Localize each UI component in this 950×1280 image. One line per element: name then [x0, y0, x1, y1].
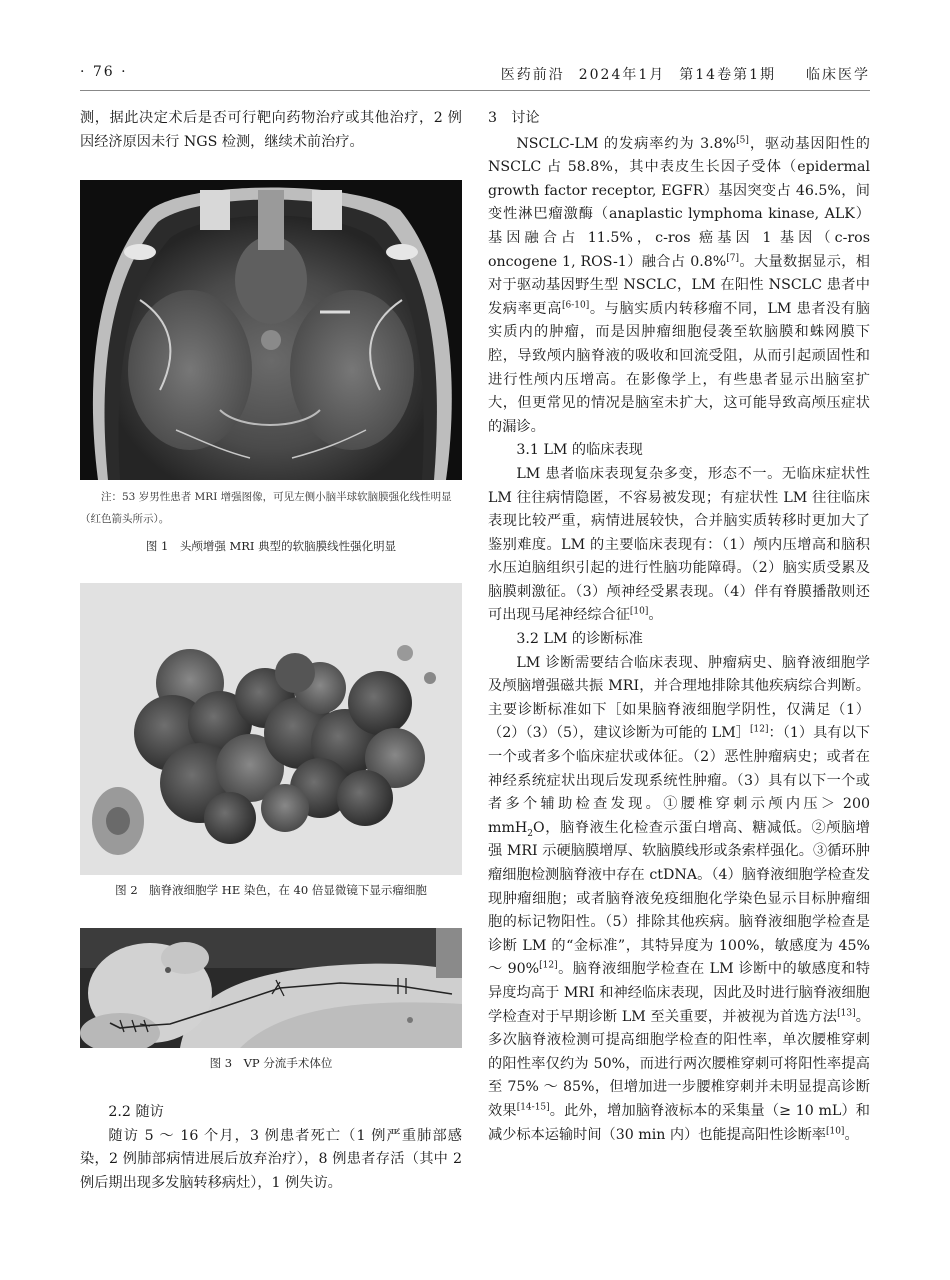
citation: [14-15] [516, 1102, 550, 1113]
figure-1-mri-image [80, 180, 462, 480]
citation: [10] [825, 1125, 845, 1136]
section-3-2-text: LM 诊断需要结合临床表现、肿瘤病史、脑脊液细胞学及颅脑增强磁共振 MRI，并合理地排除其他疾病综合判断。主要诊断标准如下［如果脑脊液细胞学阴性，仅满足（1）（2）（3）（5），建议诊断为可能的 LM］[12]：（1）具有以下一个或者多个临床症状或体征。（2）恶性肿瘤病史；或者在神经系统症状出现后发现系统性肿瘤。（3）具有以下一个或者多个辅助检查发现。①腰椎穿刺示颅内压＞ 200 mmH$_2$O，脑脊液生化检查示蛋白增高、糖减低。②颅脑增强 MRI 示硬脑膜增厚、软脑膜线形或条索样强化。③循环肿瘤细胞检测脑脊液中存在 ctDNA。（4）脑脊液细胞学检查发现肿瘤细胞；或者脑脊液免疫细胞化学染色显示目标肿瘤细胞的标记物阳性。（5）排除其他疾病。脑脊液细胞学检查是诊断 LM 的“金标准”，其特异度为 100%，敏感度为 45% ～ 90%[12]。脑脊液细胞学检查在 LM 诊断中的敏感度和特异度均高于 MRI 和神经临床表现，因此及时进行脑脊液细胞学检查对于早期诊断 LM 至关重要，并被视为首选方法[13]。多次脑脊液检测可提高细胞学检查的阳性率，单次腰椎穿刺的阳性率仅约为 50%，而进行两次腰椎穿刺可将阳性率提高至 75% ～ 85%，但增加进一步腰椎穿刺并未明显提高诊断效果[14-15]。此外，增加脑脊液标本的采集量（≥ 10 mL）和减少标本运输时间（30 min 内）也能提高阳性诊断率[10]。 [488, 654, 870, 1143]
figure-3-caption: 图 3 VP 分流手术体位 [209, 1056, 333, 1070]
citation: [12] [749, 724, 769, 735]
figure-1-note: 注：53 岁男性患者 MRI 增强图像，可见左侧小脑半球软脑膜强化线性明显（红色箭头所示）。 [80, 491, 452, 525]
citation: [13] [837, 1007, 856, 1018]
section-3-1-title: 3.1 LM 的临床表现 [516, 442, 643, 459]
right-column [488, 107, 870, 1147]
section-2-2 [80, 1101, 462, 1195]
citation: [5] [736, 134, 749, 145]
issue-date: 2024年1月 [578, 67, 666, 83]
left-column [80, 107, 462, 154]
journal-name: 医药前沿 [500, 67, 565, 83]
section-2-2-text: 随访 5 ～ 16 个月，3 例患者死亡（1 例严重肺部感染，2 例肺部病情进展后放弃治疗），8 例患者存活（其中 2 例后期出现多发脑转移病灶），1 例失访。 [80, 1127, 462, 1191]
volume-issue: 第14卷第1期 [679, 67, 776, 83]
intro-paragraph: 测，据此决定术后是否可行靶向药物治疗或其他治疗，2 例因经济原因未行 NGS 检测，继续术前治疗。 [80, 110, 462, 150]
figure-1-caption: 图 1 头颅增强 MRI 典型的软脑膜线性强化明显 [145, 539, 397, 553]
citation: [7] [726, 252, 740, 263]
discussion-paragraph-1: NSCLC-LM 的发病率约为 3.8%[5]，驱动基因阳性的 NSCLC 占 58.8%，其中表皮生长因子受体（epidermal growth factor receptor, EGFR）基因突变占 46.5%，间变性淋巴瘤激酶（anaplastic lymphoma kinase, ALK）基因融合占 11.5%，c-ros 癌基因 1 基因（c-ros oncogene 1, ROS-1）融合占 0.8%[7]。大量数据显示，相对于驱动基因野生型 NSCLC，LM 在阳性 NSCLC 患者中发病率更高[6-10]。与脑实质内转移瘤不同，LM 患者没有脑实质内的肿瘤，而是因肿瘤细胞侵袭至软脑膜和蛛网膜下腔，导致颅内脑脊液的吸收和回流受阻，从而引起顽固性和进行性颅内压增高。在影像学上，有些患者显示出脑室扩大，但更常见的情况是脑室未扩大，这可能导致高颅压症状的漏诊。 [488, 134, 870, 435]
journal-info [501, 64, 870, 84]
running-header [80, 62, 870, 86]
section-3-title: 3 讨论 [488, 110, 540, 126]
section-category: 临床医学 [806, 67, 870, 83]
citation: [6-10] [562, 300, 590, 311]
page-number: · 76 · [80, 64, 128, 80]
figure-2-caption: 图 2 脑脊液细胞学 HE 染色，在 40 倍显微镜下显示瘤细胞 [115, 883, 427, 897]
figure-2-cytology-image [80, 583, 462, 875]
section-3-1-text: LM 患者临床表现复杂多变，形态不一。无临床症状性 LM 往往病情隐匿，不容易被发现；有症状性 LM 往往临床表现比较严重，病情进展较快，合并脑实质转移时更加大了鉴别难度。LM 的主要临床表现有：（1）颅内压增高和脑积水压迫脑组织引起的进行性脑功能障碍。（2）脑实质受累及脑膜刺激征。（3）颅神经受累表现。（4）伴有脊膜播散则还可出现马尾神经综合征[10]。 [488, 465, 870, 624]
section-3-2-title: 3.2 LM 的诊断标准 [516, 631, 643, 648]
section-2-2-title: 2.2 随访 [108, 1104, 164, 1120]
header-rule [80, 90, 870, 91]
figure-3-surgery-image [80, 928, 462, 1048]
citation: [10] [629, 606, 649, 617]
citation: [12] [539, 960, 558, 971]
